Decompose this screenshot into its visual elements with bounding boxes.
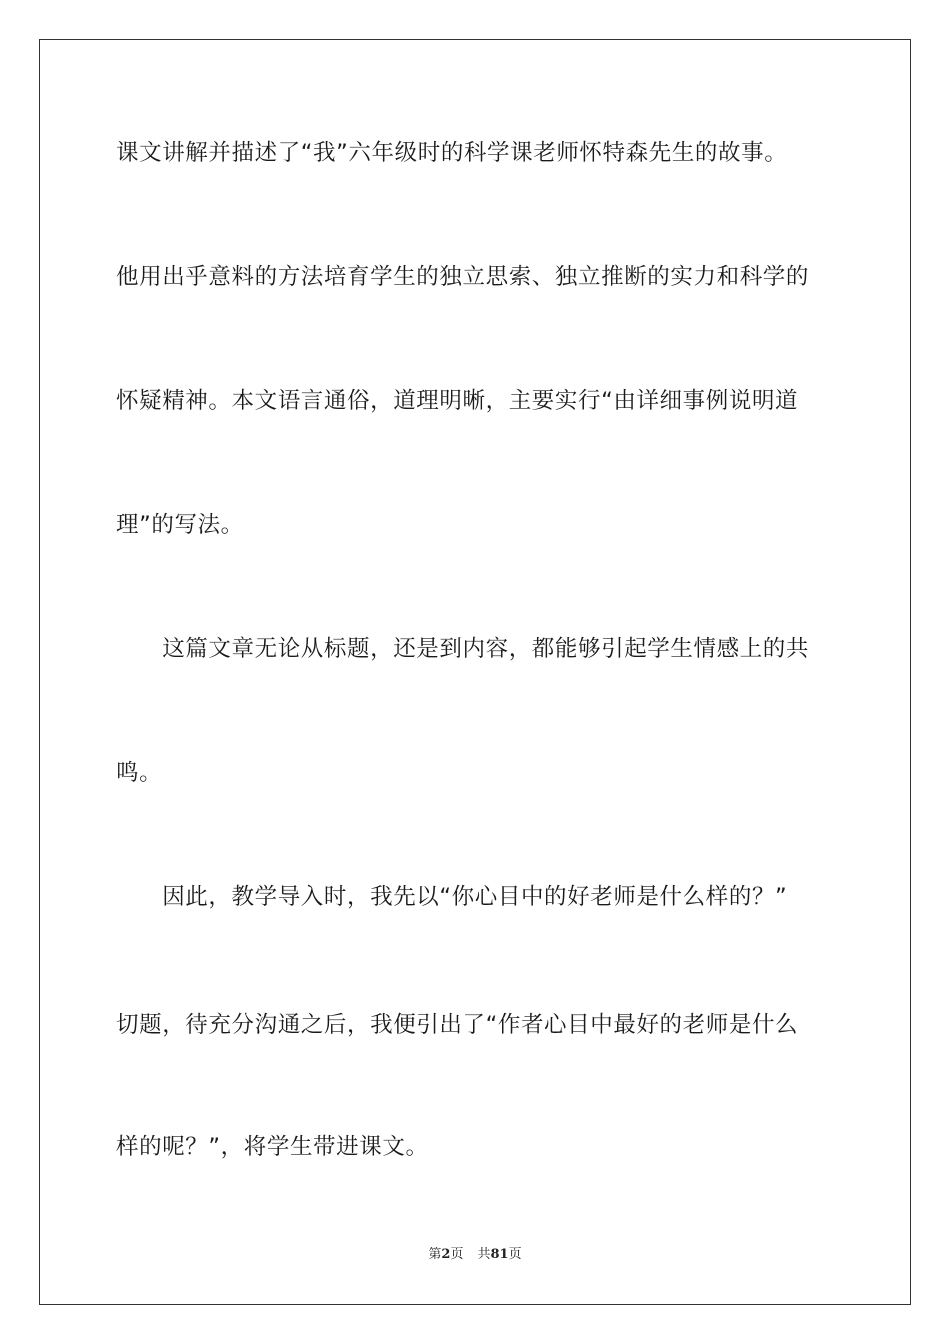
body-line-8: 切题，待充分沟通之后，我便引出了“作者心目中最好的老师是什么 [116,1012,799,1038]
body-line-2: 他用出乎意料的方法培育学生的独立思索、独立推断的实力和科学的 [116,264,810,290]
body-line-7: 因此，教学导入时，我先以“你心目中的好老师是什么样的？” [116,884,788,910]
page-prefix: 第 [428,1247,442,1262]
total-pages: 81 [490,1247,509,1262]
body-line-1: 课文讲解并描述了“我”六年级时的科学课老师怀特森先生的故事。 [116,140,788,166]
page-frame [39,39,911,1305]
body-line-9: 样的呢？”，将学生带进课文。 [116,1134,429,1160]
body-line-4: 理”的写法。 [116,512,244,538]
body-line-3: 怀疑精神。本文语言通俗，道理明晰，主要实行“由详细事例说明道 [116,388,799,414]
page-footer [0,1246,950,1264]
total-suffix: 页 [508,1247,522,1262]
body-line-5: 这篇文章无论从标题，还是到内容，都能够引起学生情感上的共 [116,636,810,662]
total-prefix: 共 [477,1247,491,1262]
page-number: 2 [441,1247,451,1262]
page-suffix: 页 [450,1247,464,1262]
body-line-6: 鸣。 [116,760,163,786]
